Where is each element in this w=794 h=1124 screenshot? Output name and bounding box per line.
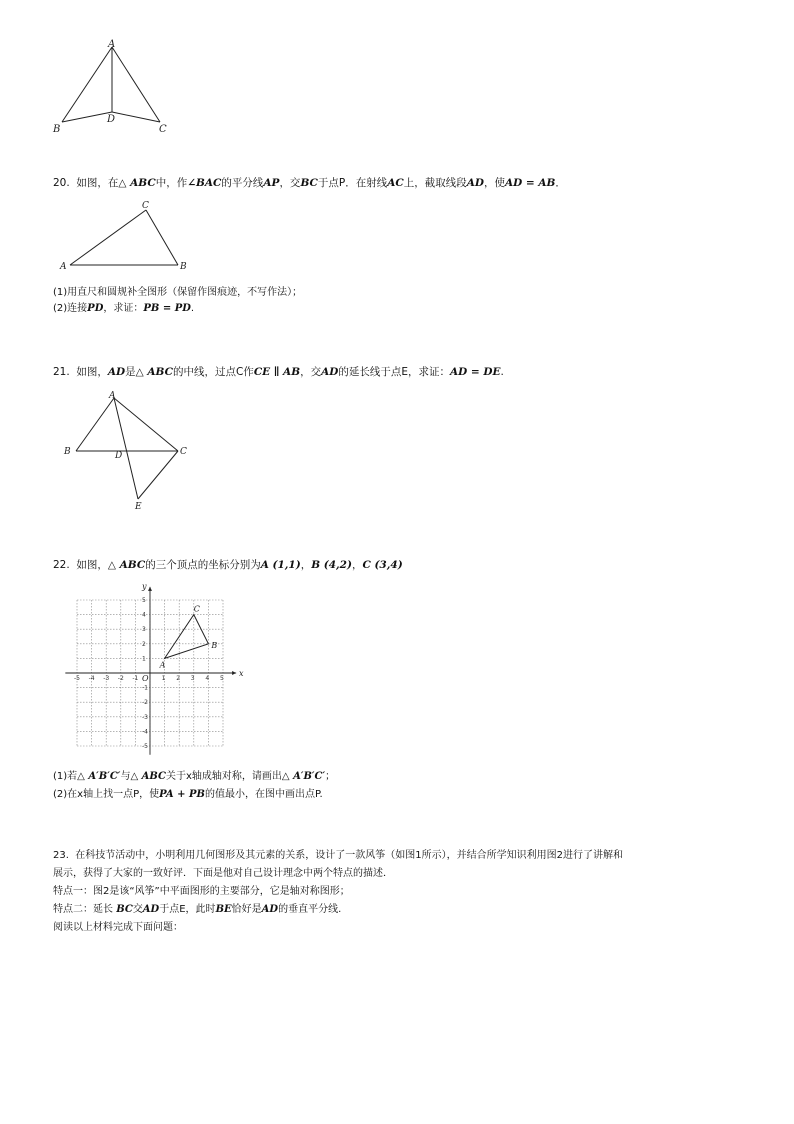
y-tick-label: -2 xyxy=(142,699,148,707)
segment-ab xyxy=(76,398,114,451)
x-tick-label: 2 xyxy=(176,675,181,682)
y-tick-label: 3 xyxy=(142,626,146,634)
y-tick-label: 2 xyxy=(142,640,146,648)
q20-statement: 20. 如图，在△ ABC中，作∠BAC的平分线AP，交BC于点P．在射线AC上，截取线段AD，使AD = AB． xyxy=(53,177,566,189)
figure-triangle-abd xyxy=(50,36,180,136)
q20-part1: (1)用直尺和圆规补全图形（保留作图痕迹，不写作法）； xyxy=(53,287,303,298)
segment-ac xyxy=(112,47,160,122)
x-tick-label: 3 xyxy=(190,675,195,682)
label-d: D xyxy=(107,114,116,125)
q23-line5: 阅读以上材料完成下面问题： xyxy=(53,922,183,933)
q23-line4: 特点二：延长 BC交AD于点E，此时BE恰好是AD的垂直平分线. xyxy=(53,904,342,915)
segment-ac xyxy=(114,398,178,451)
y-tick-label: 1 xyxy=(142,655,146,663)
q22-part2: (2)在x轴上找一点P，使PA + PB的值最小，在图中画出点P. xyxy=(53,789,323,800)
q21-statement: 21. 如图，AD是△ ABC的中线，过点C作CE ∥ AB，交AD的延长线于点E，求证：AD = DE. xyxy=(53,366,504,378)
y-tick-label: -1 xyxy=(142,684,148,692)
label-c: C xyxy=(180,447,187,457)
q21-figure xyxy=(58,388,198,514)
x-tick-label: 5 xyxy=(220,675,224,682)
triangle-abc xyxy=(165,615,209,659)
q23-line2: 展示，获得了大家的一致好评．下面是他对自己设计理念中两个特点的描述． xyxy=(53,868,393,879)
q20-figure-triangle xyxy=(56,198,196,274)
y-tick-label: -3 xyxy=(142,713,148,721)
q23-number: 23. xyxy=(53,850,69,861)
q23-line3: 特点一：图2是该“风筝”中平面图形的主要部分，它是轴对称图形； xyxy=(53,886,350,897)
vertex-label-c: C xyxy=(193,604,200,614)
q22-number: 22. xyxy=(53,559,70,571)
label-c: C xyxy=(159,124,167,135)
x-tick-label: 4 xyxy=(205,675,210,682)
segment-dc xyxy=(112,112,160,122)
y-tick-label: 4 xyxy=(142,611,146,619)
label-e: E xyxy=(135,502,142,512)
x-tick-label: -4 xyxy=(88,675,95,682)
y-axis-arrow xyxy=(148,587,152,591)
q22-part1: (1)若△ A′B′C′与△ ABC关于x轴成轴对称，请画出△ A′B′C′； xyxy=(53,771,336,782)
label-c: C xyxy=(142,201,149,211)
x-tick-label: -1 xyxy=(132,675,139,682)
label-a: A xyxy=(109,391,116,401)
segment-cb xyxy=(146,210,178,265)
q20-part2: (2)连接PD，求证：PB = PD. xyxy=(53,303,195,314)
segment-ab xyxy=(62,47,112,122)
q22-coordinate-grid xyxy=(66,578,256,756)
y-tick-label: -4 xyxy=(142,728,148,736)
x-tick-label: 1 xyxy=(161,675,166,682)
q21-number: 21. xyxy=(53,366,70,378)
vertex-label-a: A xyxy=(159,660,166,670)
label-b: B xyxy=(180,262,187,272)
x-axis-label: x xyxy=(239,669,244,678)
label-a: A xyxy=(60,262,67,272)
q23-line1: 23. 在科技节活动中，小明利用几何图形及其元素的关系，设计了一款风筝（如图1所示），并结合所学知识利用图2进行了讲解和 xyxy=(53,850,623,861)
label-b: B xyxy=(53,124,61,135)
vertex-label-b: B xyxy=(211,640,218,650)
q22-statement: 22. 如图，△ ABC的三个顶点的坐标分别为A (1,1)，B (4,2)，C (3,4) xyxy=(53,559,403,571)
label-d: D xyxy=(115,451,123,461)
y-axis-label: y xyxy=(142,581,147,591)
segment-ac xyxy=(70,210,146,265)
segment-bd xyxy=(62,112,112,122)
label-a: A xyxy=(108,39,116,50)
y-tick-label: -5 xyxy=(142,743,148,750)
segment-ce xyxy=(138,451,178,499)
x-tick-label: -3 xyxy=(103,675,110,682)
q20-number: 20. xyxy=(53,177,70,189)
x-tick-label: -2 xyxy=(117,675,124,682)
segment-ae xyxy=(114,398,138,499)
x-axis-arrow xyxy=(232,671,236,675)
origin-label: O xyxy=(142,674,149,683)
y-tick-label: 5 xyxy=(142,597,146,604)
x-tick-label: -5 xyxy=(74,675,80,682)
label-b: B xyxy=(64,447,71,457)
